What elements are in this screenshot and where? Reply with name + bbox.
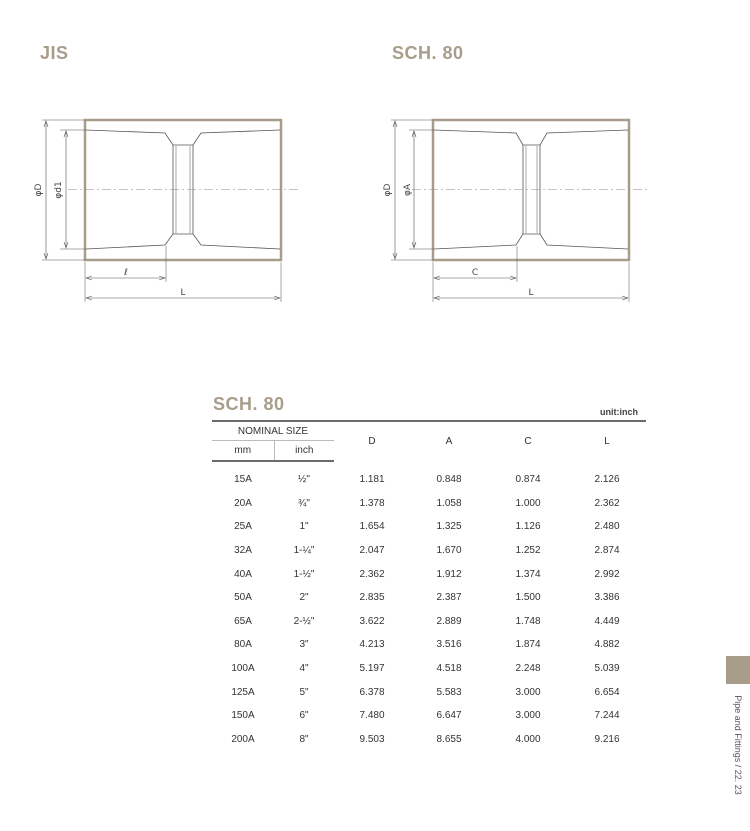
sch80-socket-drawing bbox=[391, 120, 648, 302]
table-cell: 32A bbox=[234, 545, 252, 557]
table-cell: 3.386 bbox=[594, 592, 620, 604]
table-row bbox=[212, 586, 646, 610]
table-row bbox=[212, 539, 646, 563]
table-cell: 1.748 bbox=[515, 615, 541, 627]
table-cell: 2" bbox=[299, 592, 309, 604]
table-cell: 8.655 bbox=[436, 733, 462, 745]
table-cell: 100A bbox=[231, 663, 255, 675]
table-cell: 3.000 bbox=[515, 686, 541, 698]
table-cell: 2.480 bbox=[594, 521, 620, 533]
table-cell: 1.654 bbox=[359, 521, 385, 533]
table-cell: 1.000 bbox=[515, 497, 541, 509]
table-cell: 1-½" bbox=[293, 568, 315, 580]
table-cell: ¾" bbox=[298, 497, 310, 509]
column-header-a: A bbox=[410, 421, 488, 461]
table-cell: 40A bbox=[234, 568, 252, 580]
table-row bbox=[212, 492, 646, 516]
table-cell: 4" bbox=[299, 663, 309, 675]
table-cell: 50A bbox=[234, 592, 252, 604]
table-cell: 4.518 bbox=[436, 663, 462, 675]
table-cell: 1.378 bbox=[359, 497, 385, 509]
table-cell: 125A bbox=[231, 686, 255, 698]
table-row bbox=[212, 515, 646, 539]
table-cell: 4.213 bbox=[359, 639, 385, 651]
sidebar-section-label: Pipe and Fittings / 22. 23 bbox=[733, 695, 743, 795]
table-body bbox=[212, 461, 646, 751]
table-cell: 0.874 bbox=[515, 473, 541, 485]
column-header-l: L bbox=[568, 421, 646, 461]
table-cell: 2.248 bbox=[515, 663, 541, 675]
table-cell: 1.058 bbox=[436, 497, 462, 509]
jis-heading: JIS bbox=[40, 43, 69, 63]
table-cell: 0.848 bbox=[436, 473, 462, 485]
sch80-table-heading: SCH. 80 bbox=[213, 394, 285, 414]
table-row bbox=[212, 461, 646, 492]
column-header-d: D bbox=[334, 421, 410, 461]
table-cell: 7.244 bbox=[594, 710, 620, 722]
nominal-size-header: NOMINAL SIZE bbox=[212, 421, 334, 441]
table-cell: 6" bbox=[299, 710, 309, 722]
table-cell: 1.126 bbox=[515, 521, 541, 533]
column-header-inch: inch bbox=[274, 441, 334, 462]
table-cell: 1.252 bbox=[515, 545, 541, 557]
table-cell: 6.654 bbox=[594, 686, 620, 698]
sch80-dia-inner-label: φA bbox=[403, 183, 413, 197]
table-cell: 2.362 bbox=[594, 497, 620, 509]
table-row bbox=[212, 728, 646, 752]
table-cell: 1.325 bbox=[436, 521, 462, 533]
table-cell: 6.647 bbox=[436, 710, 462, 722]
table-cell: 2.387 bbox=[436, 592, 462, 604]
table-cell: 3.516 bbox=[436, 639, 462, 651]
table-cell: 2.835 bbox=[359, 592, 385, 604]
table-cell: ½" bbox=[298, 474, 310, 486]
table-cell: 9.503 bbox=[359, 733, 385, 745]
sch80-dia-outer-label: φD bbox=[383, 183, 393, 197]
table-cell: 3" bbox=[299, 639, 309, 651]
table-cell: 2.047 bbox=[359, 545, 385, 557]
table-cell: 2.992 bbox=[594, 568, 620, 580]
table-cell: 200A bbox=[231, 733, 255, 745]
jis-dia-inner-label: φd1 bbox=[54, 181, 64, 199]
table-cell: 20A bbox=[234, 497, 252, 509]
table-row bbox=[212, 680, 646, 704]
column-header-c: C bbox=[488, 421, 568, 461]
jis-length-label: L bbox=[180, 288, 186, 298]
table-cell: 1-¼" bbox=[293, 545, 315, 557]
table-row bbox=[212, 704, 646, 728]
table-row bbox=[212, 657, 646, 681]
sch80-socket-label: C bbox=[471, 268, 479, 278]
table-cell: 4.449 bbox=[594, 615, 620, 627]
sch80-drawing-heading: SCH. 80 bbox=[392, 43, 464, 63]
table-cell: 2.889 bbox=[436, 615, 462, 627]
technical-drawings bbox=[0, 0, 750, 331]
table-cell: 3.000 bbox=[515, 710, 541, 722]
table-cell: 8" bbox=[299, 733, 309, 745]
sch80-dimension-table bbox=[212, 420, 646, 751]
table-cell: 5.197 bbox=[359, 663, 385, 675]
table-cell: 1.374 bbox=[515, 568, 541, 580]
table-cell: 1.874 bbox=[515, 639, 541, 651]
table-cell: 1.500 bbox=[515, 592, 541, 604]
table-cell: 1.181 bbox=[359, 473, 385, 485]
table-cell: 5.583 bbox=[436, 686, 462, 698]
table-cell: 5.039 bbox=[594, 663, 620, 675]
table-cell: 1.912 bbox=[436, 568, 462, 580]
unit-label: unit:inch bbox=[600, 407, 638, 417]
table-cell: 4.882 bbox=[594, 639, 620, 651]
table-cell: 1.670 bbox=[436, 545, 462, 557]
table-cell: 2-½" bbox=[293, 615, 315, 627]
column-header-mm: mm bbox=[212, 441, 274, 462]
table-cell: 2.362 bbox=[359, 568, 385, 580]
table-cell: 15A bbox=[234, 474, 252, 486]
table-row bbox=[212, 610, 646, 634]
jis-socket-label: ℓ bbox=[124, 268, 128, 278]
table-cell: 1" bbox=[299, 521, 309, 533]
table-cell: 9.216 bbox=[594, 733, 620, 745]
table-cell: 25A bbox=[234, 521, 252, 533]
table-cell: 65A bbox=[234, 615, 252, 627]
table-row bbox=[212, 633, 646, 657]
table-cell: 7.480 bbox=[359, 710, 385, 722]
sch80-length-label: L bbox=[528, 288, 534, 298]
jis-dia-outer-label: φD bbox=[34, 183, 44, 197]
table-cell: 80A bbox=[234, 639, 252, 651]
table-cell: 3.622 bbox=[359, 615, 385, 627]
table-cell: 6.378 bbox=[359, 686, 385, 698]
table-cell: 5" bbox=[299, 686, 309, 698]
table-cell: 150A bbox=[231, 710, 255, 722]
jis-socket-drawing bbox=[42, 120, 300, 302]
table-row bbox=[212, 562, 646, 586]
table-cell: 2.874 bbox=[594, 545, 620, 557]
table-cell: 2.126 bbox=[594, 473, 620, 485]
table-cell: 4.000 bbox=[515, 733, 541, 745]
